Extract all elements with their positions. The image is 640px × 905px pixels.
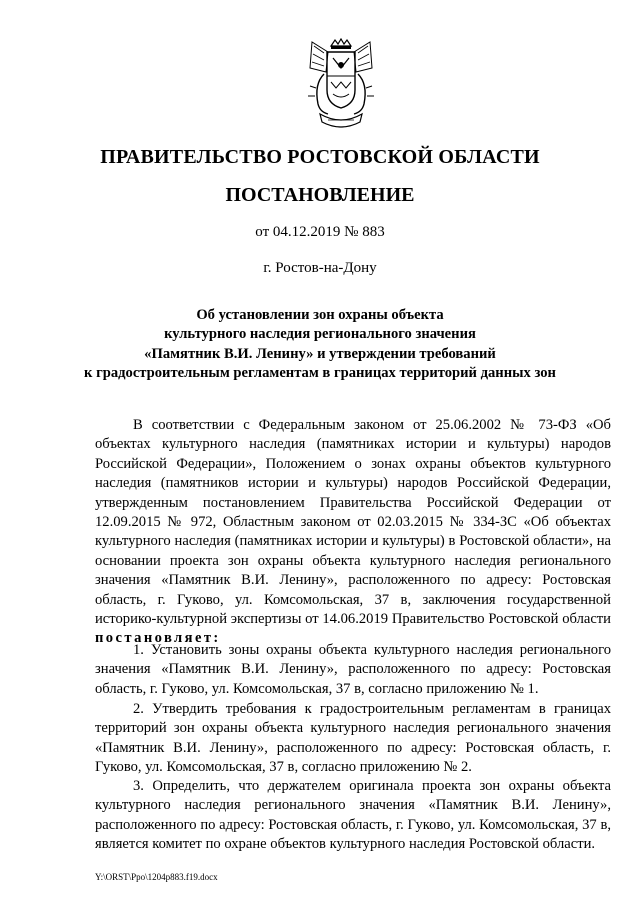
heading-line: Об установлении зон охраны объекта — [196, 307, 444, 323]
document-heading — [60, 306, 580, 384]
resolution-item-1: 1. Установить зоны охраны объекта культурного наследия регионального значения «Памятник В.И. Ленину», расположенного по адресу: Ростовская область, г. Гуково, ул. Комсомольская, 37 в, согласно приложению № 1. — [95, 642, 611, 697]
resolution-item-2: 2. Утвердить требования к градостроительным регламентам в границах территорий зон охраны объекта культурного наследия регионального значения «Памятник В.И. Ленину», расположенного по адресу: Ростовская область, г. Гуково, ул. Комсомольская, 37 в, согласно приложению № 2. — [95, 701, 611, 776]
document-date-number: от 04.12.2019 № 883 — [255, 224, 385, 240]
resolves-word: постановляет: — [95, 630, 221, 647]
footer-file-path: Y:\ORST\Ppo\1204p883.f19.docx — [95, 872, 218, 882]
organization-title: ПРАВИТЕЛЬСТВО РОСТОВСКОЙ ОБЛАСТИ — [100, 146, 540, 168]
preamble-paragraph — [95, 416, 611, 649]
document-type: ПОСТАНОВЛЕНИЕ — [225, 184, 415, 206]
resolution-item-3: 3. Определить, что держателем оригинала проекта зон охраны объекта культурного наследия регионального значения «Памятник В.И. Ленину», расположенного по адресу: Ростовская область, г. Гуково, ул. Комсомольская, 37 в, является комитет по охране объектов культурного наследия Ростовской области. — [95, 778, 611, 853]
heading-line: «Памятник В.И. Ленину» и утверждении требований — [144, 345, 496, 362]
coat-of-arms-icon — [300, 38, 382, 134]
heading-line: к градостроительным регламентам в границах территорий данных зон — [84, 365, 556, 382]
document-city: г. Ростов-на-Дону — [263, 260, 377, 276]
heading-line: культурного наследия регионального значения — [164, 326, 476, 343]
preamble-text: В соответствии с Федеральным законом от 25.06.2002 № 73-ФЗ «Об объектах культурного наследия (памятниках истории и культуры) народов Российской Федерации», Положением о зонах охраны объектов культурного наследия (памятников истории и культуры) народов Российской Федерации, утвержденным постановлением Правительства Российской Федерации от 12.09.2015 № 972, Областным законом от 02.03.2015 № 334-ЗС «Об объектах культурного наследия (памятниках истории и культуры) в Ростовской области», на основании проекта зон охраны объекта культурного наследия регионального значения «Памятник В.И. Ленину», расположенного по адресу: Ростовская область, г. Гуково, ул. Комсомольская, 37 в, заключения государственной историко-культурной экспертизы от 14.06.2019 Правительство Ростовской области — [95, 417, 611, 628]
